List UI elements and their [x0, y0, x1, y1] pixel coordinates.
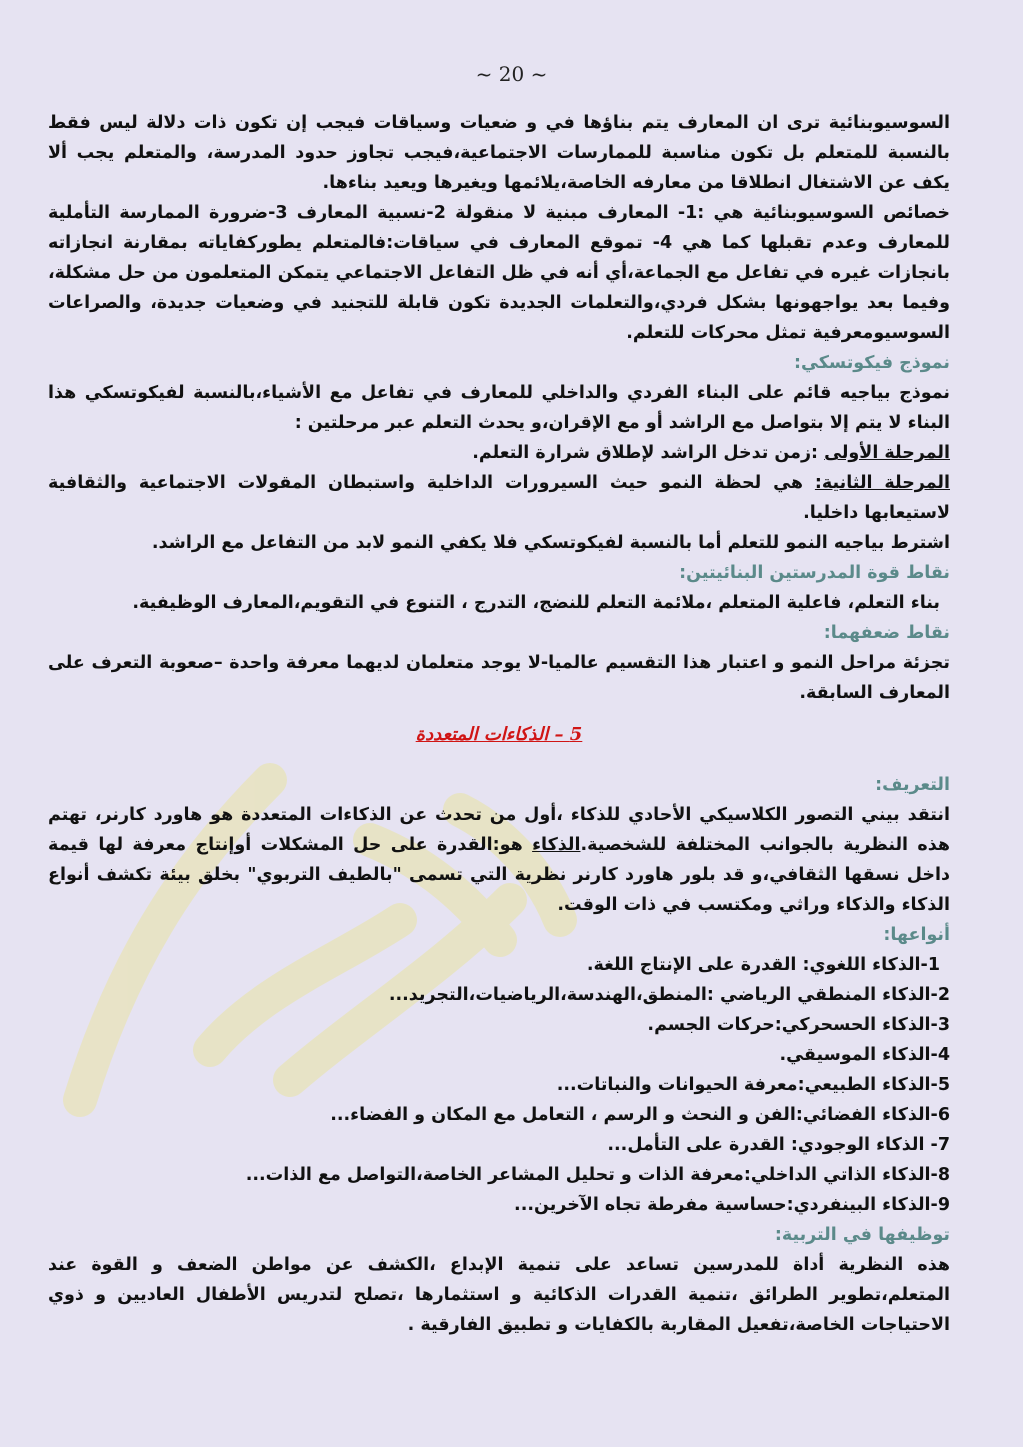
paragraph-piaget-vygotsky: نموذج بياجيه قائم على البناء الفردي والداخلي للمعارف في تفاعل مع الأشياء،بالنسبة لفيكوتسكي هذا البناء لا يتم إلا بتواصل مع الراشد أو مع الإقران،و يحدث التعلم عبر مرحلتين :: [48, 383, 950, 433]
paragraph-employment: هذه النظرية أداة للمدرسين تساعد على تنمية الإبداع ،الكشف عن مواطن الضعف و القوة عند المتعلم،تطوير الطرائق ،تنمية القدرات الذكائية و استثمارها ،تصلح لتدريس الأطفال العاديين و ذوي الاحتياجات الخاصة،تفعيل المقاربة بالكفايات و تطبيق الفارقية .: [48, 1255, 950, 1335]
list-item: 7- الذكاء الوجودي: القدرة على التأمل...: [607, 1135, 950, 1155]
stage-one-text: :زمن تدخل الراشد لإطلاق شرارة التعلم.: [472, 443, 825, 463]
section-title-text: 5 – الذكاءات المتعددة: [415, 724, 583, 745]
heading-vygotsky-model: نموذج فيكوتسكي:: [794, 353, 950, 373]
definition-term-intelligence: الذكاء: [532, 835, 581, 855]
section-title-multiple-intelligences: [48, 720, 950, 750]
list-item: 4-الذكاء الموسيقي.: [779, 1045, 950, 1065]
paragraph-definition: [48, 800, 950, 920]
heading-weaknesses: نقاط ضعفهما:: [823, 623, 950, 643]
list-item: 5-الذكاء الطبيعي:معرفة الحيوانات والنباتات...: [556, 1075, 950, 1095]
list-item: 6-الذكاء الفضائي:الفن و النحث و الرسم ، التعامل مع المكان و الفضاء...: [330, 1105, 950, 1125]
definition-text-b: هو:القدرة على حل المشكلات أوإنتاج معرفة لها قيمة داخل نسقها الثقافي،و قد بلور هاورد كارنر نظرية التي تسمى "بالطيف التربوي" بخلق بيئة تكشف أنواع الذكاء والذكاء وراثي ومكتسب في ذات الوقت.: [48, 835, 950, 915]
stage-two-label: المرحلة الثانية:: [814, 473, 950, 493]
stage-two-text: هي لحظة النمو حيث السيرورات الداخلية واستبطان المقولات الاجتماعية والثقافية لاستيعابها داخليا.: [48, 473, 950, 523]
heading-employment-in-education: توظيفها في التربية:: [774, 1225, 950, 1245]
definition-text-a: انتقد بيني التصور الكلاسيكي الأحادي للذكاء ،أول من تحدث عن الذكاءات المتعددة هو هاورد كارنر، تهتم هذه النظرية بالجوانب المختلفة للشخصية.: [48, 805, 950, 855]
paragraph-strengths: بناء التعلم، فاعلية المتعلم ،ملائمة التعلم للنضج، التدرج ، التنوع في التقويم،المعارف الوظيفية.: [132, 593, 940, 613]
list-item: 9-الذكاء البينفردي:حساسية مفرطة تجاه الآخرين...: [514, 1195, 950, 1215]
list-item: 3-الذكاء الحسحركي:حركات الجسم.: [647, 1015, 950, 1035]
stage-two: [48, 468, 950, 528]
stage-one-label: المرحلة الأولى: [824, 443, 950, 463]
paragraph-characteristics: خصائص السوسيوبنائية هي :1- المعارف مبنية لا منقولة 2-نسبية المعارف 3-ضرورة الممارسة التأملية للمعارف وعدم تقبلها كما هي 4- تموقع المعارف في سياقات:فالمتعلم يطوركفاياته بمقارنة انجازاته بانجازات غيره في تفاعل مع الجماعة،أي أنه في ظل التفاعل الاجتماعي يتمكن المتعلمون من حل مشكلة، وفيما بعد يواجهونها بشكل فردي،والتعلمات الجديدة تكون قابلة للتجنيد في وضعيات جديدة، والصراعات السوسيومعرفية تمثل محركات للتعلم.: [48, 203, 950, 343]
paragraph-socioconstructivism: السوسيوبنائية ترى ان المعارف يتم بناؤها في و ضعيات وسياقات فيجب إن تكون ذات دلالة ليس فقط بالنسبة للمتعلم بل تكون مناسبة للممارسات الاجتماعية،فيجب تجاوز حدود المدرسة، والمتعلم يجب ألا يكف عن الاشتغال انطلاقا من معارفه الخاصة،يلائمها ويغيرها ويعيد بناءها.: [48, 113, 950, 193]
list-item: 2-الذكاء المنطقي الرياضي :المنطق،الهندسة،الرياضيات،التجريد...: [388, 985, 950, 1005]
list-item: 1-الذكاء اللغوي: القدرة على الإنتاج اللغة.: [586, 955, 940, 975]
heading-types: أنواعها:: [883, 925, 950, 945]
stage-one: [48, 438, 950, 468]
paragraph-weaknesses: تجزئة مراحل النمو و اعتبار هذا التقسيم عالميا-لا يوجد متعلمان لديهما معرفة واحدة –صعوبة التعرف على المعارف السابقة.: [48, 653, 950, 703]
heading-definition: التعريف:: [875, 775, 950, 795]
list-item: 8-الذكاء الذاتي الداخلي:معرفة الذات و تحليل المشاعر الخاصة،التواصل مع الذات...: [245, 1165, 950, 1185]
heading-strengths: نقاط قوة المدرستين البنائيتين:: [679, 563, 950, 583]
paragraph-piaget-condition: اشترط بياجيه النمو للتعلم أما بالنسبة لفيكوتسكي فلا يكفي النمو لابد من التفاعل مع الراشد.: [151, 533, 950, 553]
types-list: [48, 950, 950, 1220]
page-number: ~ 20 ~: [475, 62, 548, 86]
document-body: [48, 108, 950, 1340]
